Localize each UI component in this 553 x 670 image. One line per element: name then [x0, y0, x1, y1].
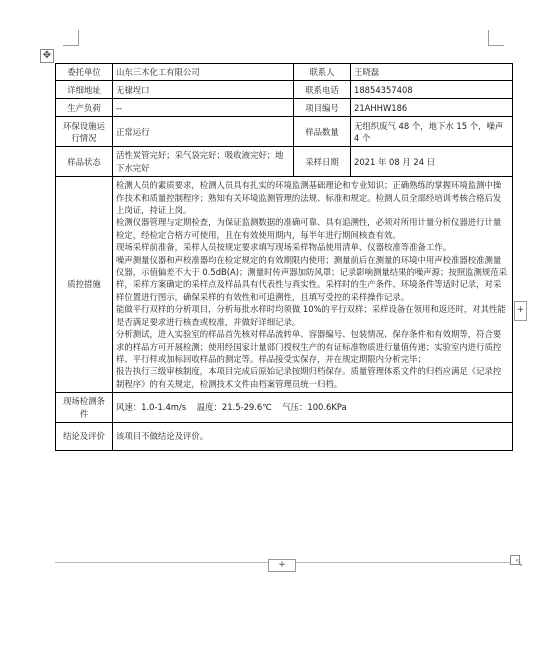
- table-row: [56, 99, 513, 117]
- table-row: [56, 64, 513, 81]
- qc-paragraph: 分析测试，进入实验室的样品首先核对样品流转单、容器编号、包装情况、保存条件和有效期等，符合要求的样品方可开展检测；使用经国家计量部门授权生产的有证标准物质进行量值传递；实验室内进行质控样、平行样或加标回收样品的测定等。样品接受实保存，并在规定期限内分析完毕；: [116, 329, 502, 364]
- client-value[interactable]: 山东三木化工有限公司: [113, 64, 294, 81]
- table-row: [56, 423, 513, 451]
- page-corner-mark-top-left: [63, 30, 79, 46]
- project-no-value[interactable]: 21AHHW186: [351, 99, 513, 117]
- label-field-conditions: 现场检测条件: [56, 393, 113, 423]
- qc-paragraph: 检测人员的素质要求，检测人员具有扎实的环境监测基础理论和专业知识；正确熟练的掌握环境监测中操作技术和质量控制程序；熟知有关环境监测管理的法规、标准和规定。检测人员全部经培训考核合格后发上岗证，持证上岗。: [116, 180, 502, 216]
- env-facility-value[interactable]: 正常运行: [113, 117, 294, 147]
- sample-date-value[interactable]: 2021 年 08 月 24 日: [351, 147, 513, 177]
- qc-paragraph: 能做平行双样的分析项目，分析每批水样时均须做 10%的平行双样；采样设备在领用和返还时，对其性能是否满足要求进行核查或校准，并做好详细记录。: [116, 304, 506, 327]
- label-conclusion: 结论及评价: [56, 423, 113, 451]
- blank-cell: [113, 451, 513, 497]
- qc-paragraph: 噪声测量仪器和声校准器均在检定规定的有效期限内使用；测量前后在测量的环境中用声校准器校准测量仪器，示值偏差不大于 0.5dB(A)；测量时传声器加防风罩；记录影响测量结果的噪声源；按照监测规范采样，采样方案确定的采样点及样品具有代表性与真实性。采样时的生产条件、环境条件等适时记录，对采样位置进行图示，确保采样的有效性和可追溯性，且填写受控的采样操作记录。: [116, 254, 508, 302]
- qc-paragraph: 现场采样前准备，采样人员按规定要求填写现场采样物品使用清单、仪器校准等准备工作。: [116, 242, 451, 253]
- table-move-handle-icon[interactable]: ✥: [40, 49, 54, 63]
- phone-value[interactable]: 18854357408: [351, 81, 513, 99]
- label-contact: 联系人: [294, 64, 351, 81]
- contact-value[interactable]: 王晓磊: [351, 64, 513, 81]
- conclusion-value[interactable]: 该项目不做结论及评价。: [113, 423, 513, 451]
- label-load: 生产负荷: [56, 99, 113, 117]
- resize-icon[interactable]: ⤡: [515, 558, 523, 567]
- add-row-plus-icon[interactable]: +: [268, 559, 296, 572]
- label-sample-date: 采样日期: [294, 147, 351, 177]
- page-corner-mark-top-right: [488, 30, 504, 46]
- label-sample-state: 样品状态: [56, 147, 113, 177]
- qc-measures-value[interactable]: [113, 177, 513, 393]
- address-value[interactable]: 无棣埕口: [113, 81, 294, 99]
- add-column-plus-icon[interactable]: +: [514, 301, 527, 321]
- sample-qty-value[interactable]: 无组织废气 48 个，地下水 15 个，噪声 4 个: [351, 117, 513, 147]
- label-qc: 质控措施: [56, 177, 113, 393]
- field-conditions-value[interactable]: 风速：1.0-1.4m/s 温度：21.5-29.6℃ 气压：100.6KPa: [113, 393, 513, 423]
- test-report-table: [55, 63, 513, 497]
- table-row: [56, 393, 513, 423]
- label-address: 详细地址: [56, 81, 113, 99]
- blank-cell: [56, 451, 113, 497]
- load-value[interactable]: --: [113, 99, 294, 117]
- table-row: [56, 147, 513, 177]
- label-project-no: 项目编号: [294, 99, 351, 117]
- label-sample-qty: 样品数量: [294, 117, 351, 147]
- table-row: [56, 117, 513, 147]
- label-client: 委托单位: [56, 64, 113, 81]
- label-phone: 联系电话: [294, 81, 351, 99]
- sample-state-value[interactable]: 活性炭管完好；采气袋完好；吸收液完好；地下水完好: [113, 147, 294, 177]
- qc-paragraph: 检测仪器管理与定期检查，为保证监测数据的准确可靠、具有追溯性，必须对所用计量分析仪器进行计量检定，经检定合格方可使用，且在有效使用期内，每半年进行期间核查有效。: [116, 217, 502, 240]
- label-env-facility: 环保设施运行情况: [56, 117, 113, 147]
- table-row: [56, 177, 513, 393]
- table-row: [56, 451, 513, 497]
- qc-paragraph: 报告执行三级审核制度，本项目完成后原始记录按期归档保存。质量管理体系文件的归档应满足《记录控制程序》的有关规定，检测技术文件由档案管理员统一归档。: [116, 366, 502, 389]
- table-row: [56, 81, 513, 99]
